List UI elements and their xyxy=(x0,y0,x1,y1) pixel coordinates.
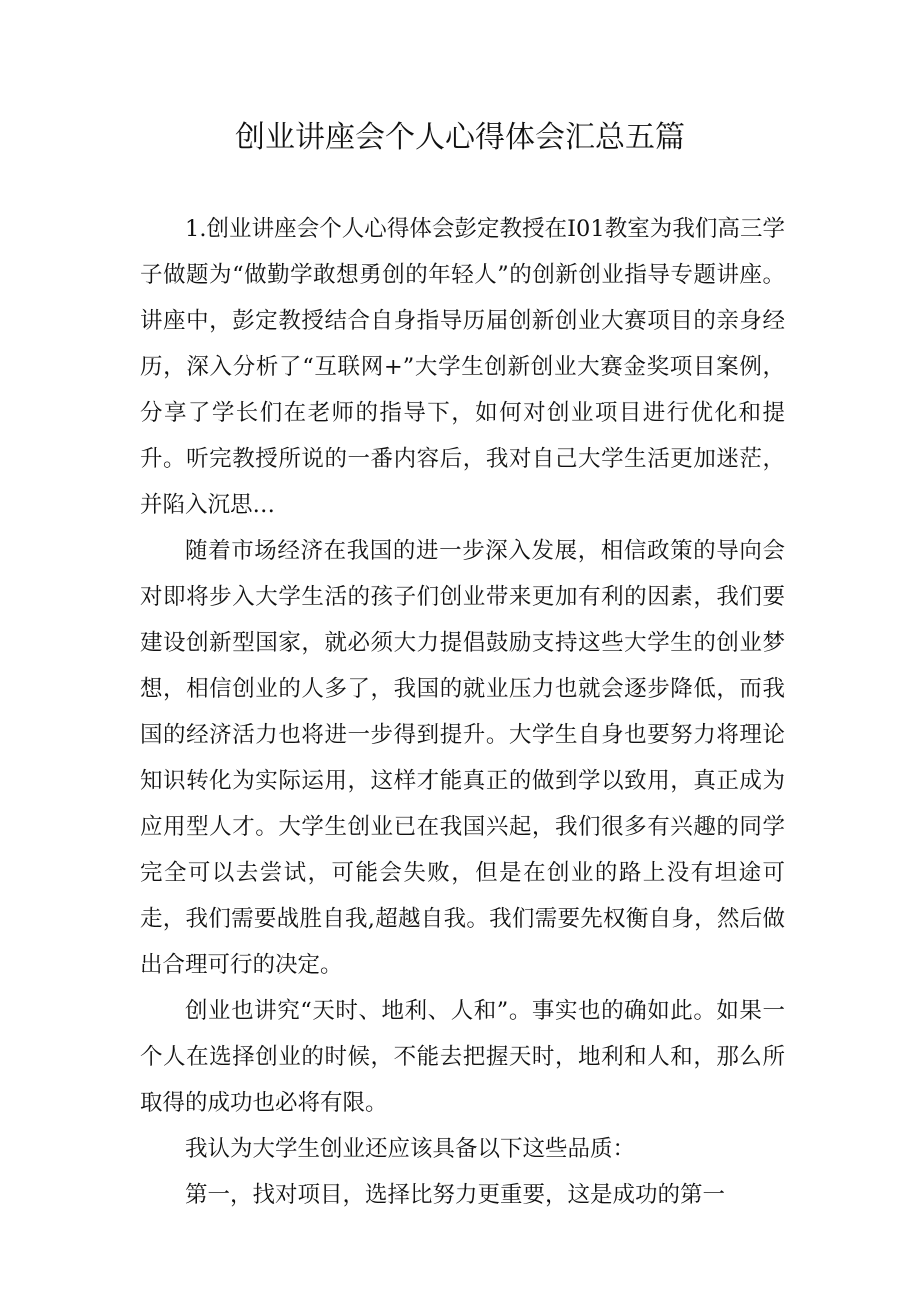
paragraph-1: 1.创业讲座会个人心得体会彭定教授在I01教室为我们高三学子做题为“做勤学敢想勇创的年轻人”的创新创业指导专题讲座。讲座中，彭定教授结合自身指导历届创新创业大赛项目的亲身经历，深入分析了“互联网+”大学生创新创业大赛金奖项目案例，分享了学长们在老师的指导下，如何对创业项目进行优化和提升。听完教授所说的一番内容后，我对自己大学生活更加迷茫，并陷入沉思… xyxy=(140,216,785,518)
paragraph-2: 随着市场经济在我国的进一步深入发展，相信政策的导向会对即将步入大学生活的孩子们创业带来更加有利的因素，我们要建设创新型国家，就必须大力提倡鼓励支持这些大学生的创业梦想，相信创业的人多了，我国的就业压力也就会逐步降低，而我国的经济活力也将进一步得到提升。大学生自身也要努力将理论知识转化为实际运用，这样才能真正的做到学以致用，真正成为应用型人才。大学生创业已在我国兴起，我们很多有兴趣的同学完全可以去尝试，可能会失败，但是在创业的路上没有坦途可走，我们需要战胜自我,超越自我。我们需要先权衡自身，然后做出合理可行的决定。 xyxy=(140,538,785,978)
paragraph-3: 创业也讲究“天时、地利、人和”。事实也的确如此。如果一个人在选择创业的时候，不能去把握天时，地利和人和，那么所取得的成功也必将有限。 xyxy=(140,998,785,1116)
page-title: 创业讲座会个人心得体会汇总五篇 xyxy=(235,120,685,155)
document-body xyxy=(140,206,785,1218)
paragraph-4: 我认为大学生创业还应该具备以下这些品质： xyxy=(185,1136,636,1162)
paragraph-5: 第一，找对项目，选择比努力更重要，这是成功的第一 xyxy=(185,1182,726,1208)
